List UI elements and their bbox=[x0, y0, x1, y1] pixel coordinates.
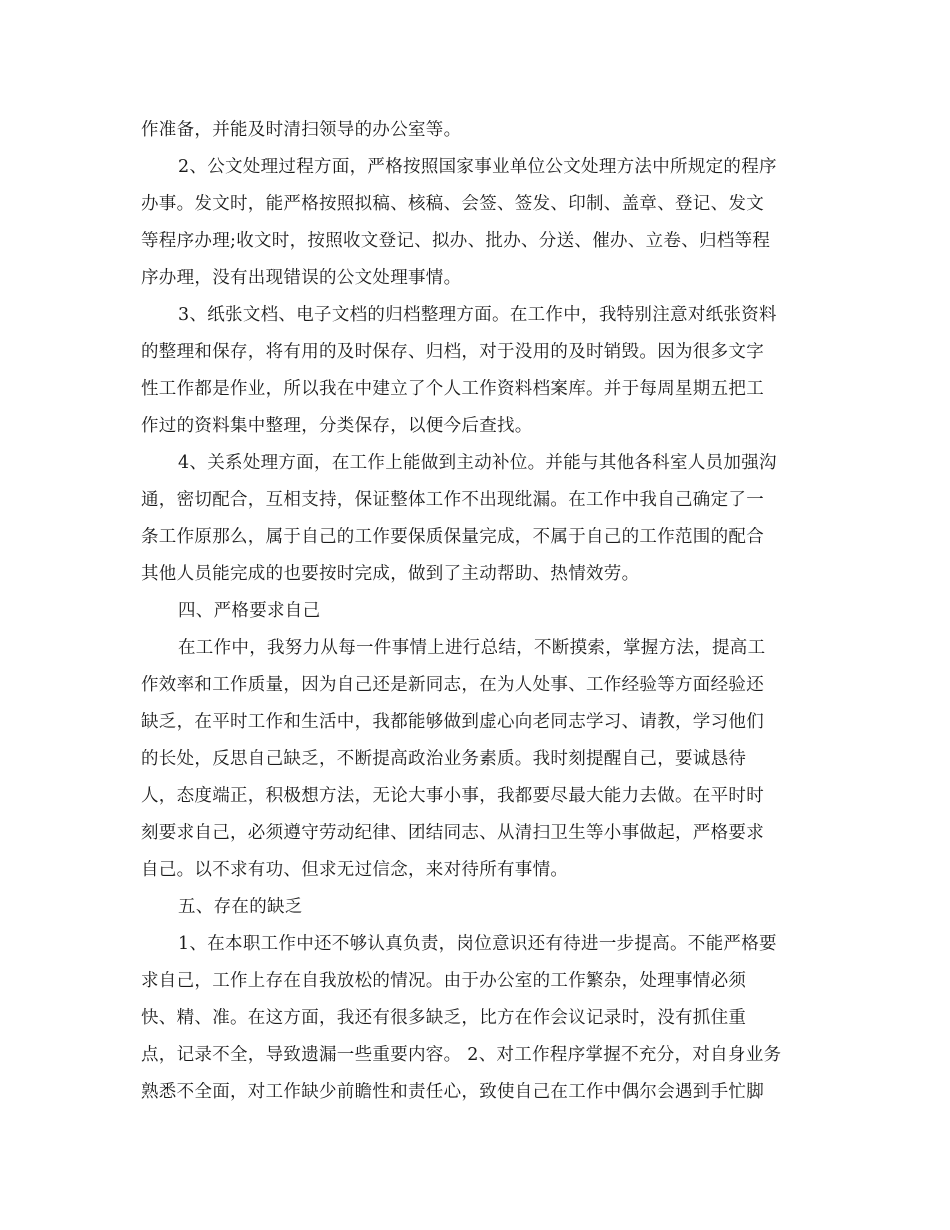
paragraph-item-4: 4、关系处理方面，在工作上能做到主动补位。并能与其他各科室人员加强沟 bbox=[178, 453, 777, 473]
section-heading-4: 四、严格要求自己 bbox=[178, 601, 321, 621]
text-line: 的长处，反思自己缺乏，不断提高政治业务素质。我时刻提醒自己，要诚恳待 bbox=[141, 749, 747, 769]
text-line: 快、精、准。在这方面，我还有很多缺乏，比方在作会议记录时，没有抓住重 bbox=[141, 1008, 747, 1028]
section-heading-5: 五、存在的缺乏 bbox=[178, 897, 303, 917]
text-line: 作效率和工作质量，因为自己还是新同志，在为人处事、工作经验等方面经验还 bbox=[141, 675, 764, 695]
text-line: 人，态度端正，积极想方法，无论大事小事，我都要尽最大能力去做。在平时时 bbox=[141, 786, 764, 806]
text-line: 求自己，工作上存在自我放松的情况。由于办公室的工作繁杂，处理事情必须 bbox=[141, 971, 747, 991]
document-body bbox=[141, 112, 815, 1111]
text-line: 点，记录不全，导致遗漏一些重要内容。 2、对工作程序掌握不充分，对自身业务 bbox=[141, 1045, 782, 1065]
text-line: 的整理和保存，将有用的及时保存、归档，对于没用的及时销毁。因为很多文字 bbox=[141, 342, 764, 362]
text-line: 自己。以不求有功、但求无过信念，来对待所有事情。 bbox=[141, 860, 569, 880]
text-line: 其他人员能完成的也要按时完成，做到了主动帮助、热情效劳。 bbox=[141, 564, 640, 584]
paragraph-strict-requirements: 在工作中，我努力从每一件事情上进行总结，不断摸索，掌握方法，提高工 bbox=[178, 638, 766, 658]
text-line: 熟悉不全面，对工作缺少前瞻性和责任心，致使自己在工作中偶尔会遇到手忙脚 bbox=[141, 1082, 764, 1102]
text-line: 作准备，并能及时清扫领导的办公室等。 bbox=[141, 120, 462, 140]
text-line: 通，密切配合，互相支持，保证整体工作不出现纰漏。在工作中我自己确定了一 bbox=[141, 490, 764, 510]
text-line: 办事。发文时，能严格按照拟稿、核稿、会签、签发、印制、盖章、登记、发文 bbox=[141, 194, 764, 214]
paragraph-shortcomings: 1、在本职工作中还不够认真负责，岗位意识还有待进一步提高。不能严格要 bbox=[178, 934, 777, 954]
text-line: 刻要求自己，必须遵守劳动纪律、团结同志、从清扫卫生等小事做起，严格要求 bbox=[141, 823, 764, 843]
text-line: 等程序办理;收文时，按照收文登记、拟办、批办、分送、催办、立卷、归档等程 bbox=[141, 231, 771, 251]
text-line: 缺乏，在平时工作和生活中，我都能够做到虚心向老同志学习、请教，学习他们 bbox=[141, 712, 764, 732]
text-line: 性工作都是作业，所以我在中建立了个人工作资料档案库。并于每周星期五把工 bbox=[141, 379, 764, 399]
paragraph-item-3: 3、纸张文档、电子文档的归档整理方面。在工作中，我特别注意对纸张资料 bbox=[178, 305, 777, 325]
text-line: 作过的资料集中整理，分类保存，以便今后查找。 bbox=[141, 416, 533, 436]
text-line: 条工作原那么，属于自己的工作要保质保量完成，不属于自己的工作范围的配合 bbox=[141, 527, 764, 547]
text-line: 序办理，没有出现错误的公文处理事情。 bbox=[141, 268, 462, 288]
paragraph-item-2: 2、公文处理过程方面，严格按照国家事业单位公文处理方法中所规定的程序 bbox=[178, 157, 777, 177]
